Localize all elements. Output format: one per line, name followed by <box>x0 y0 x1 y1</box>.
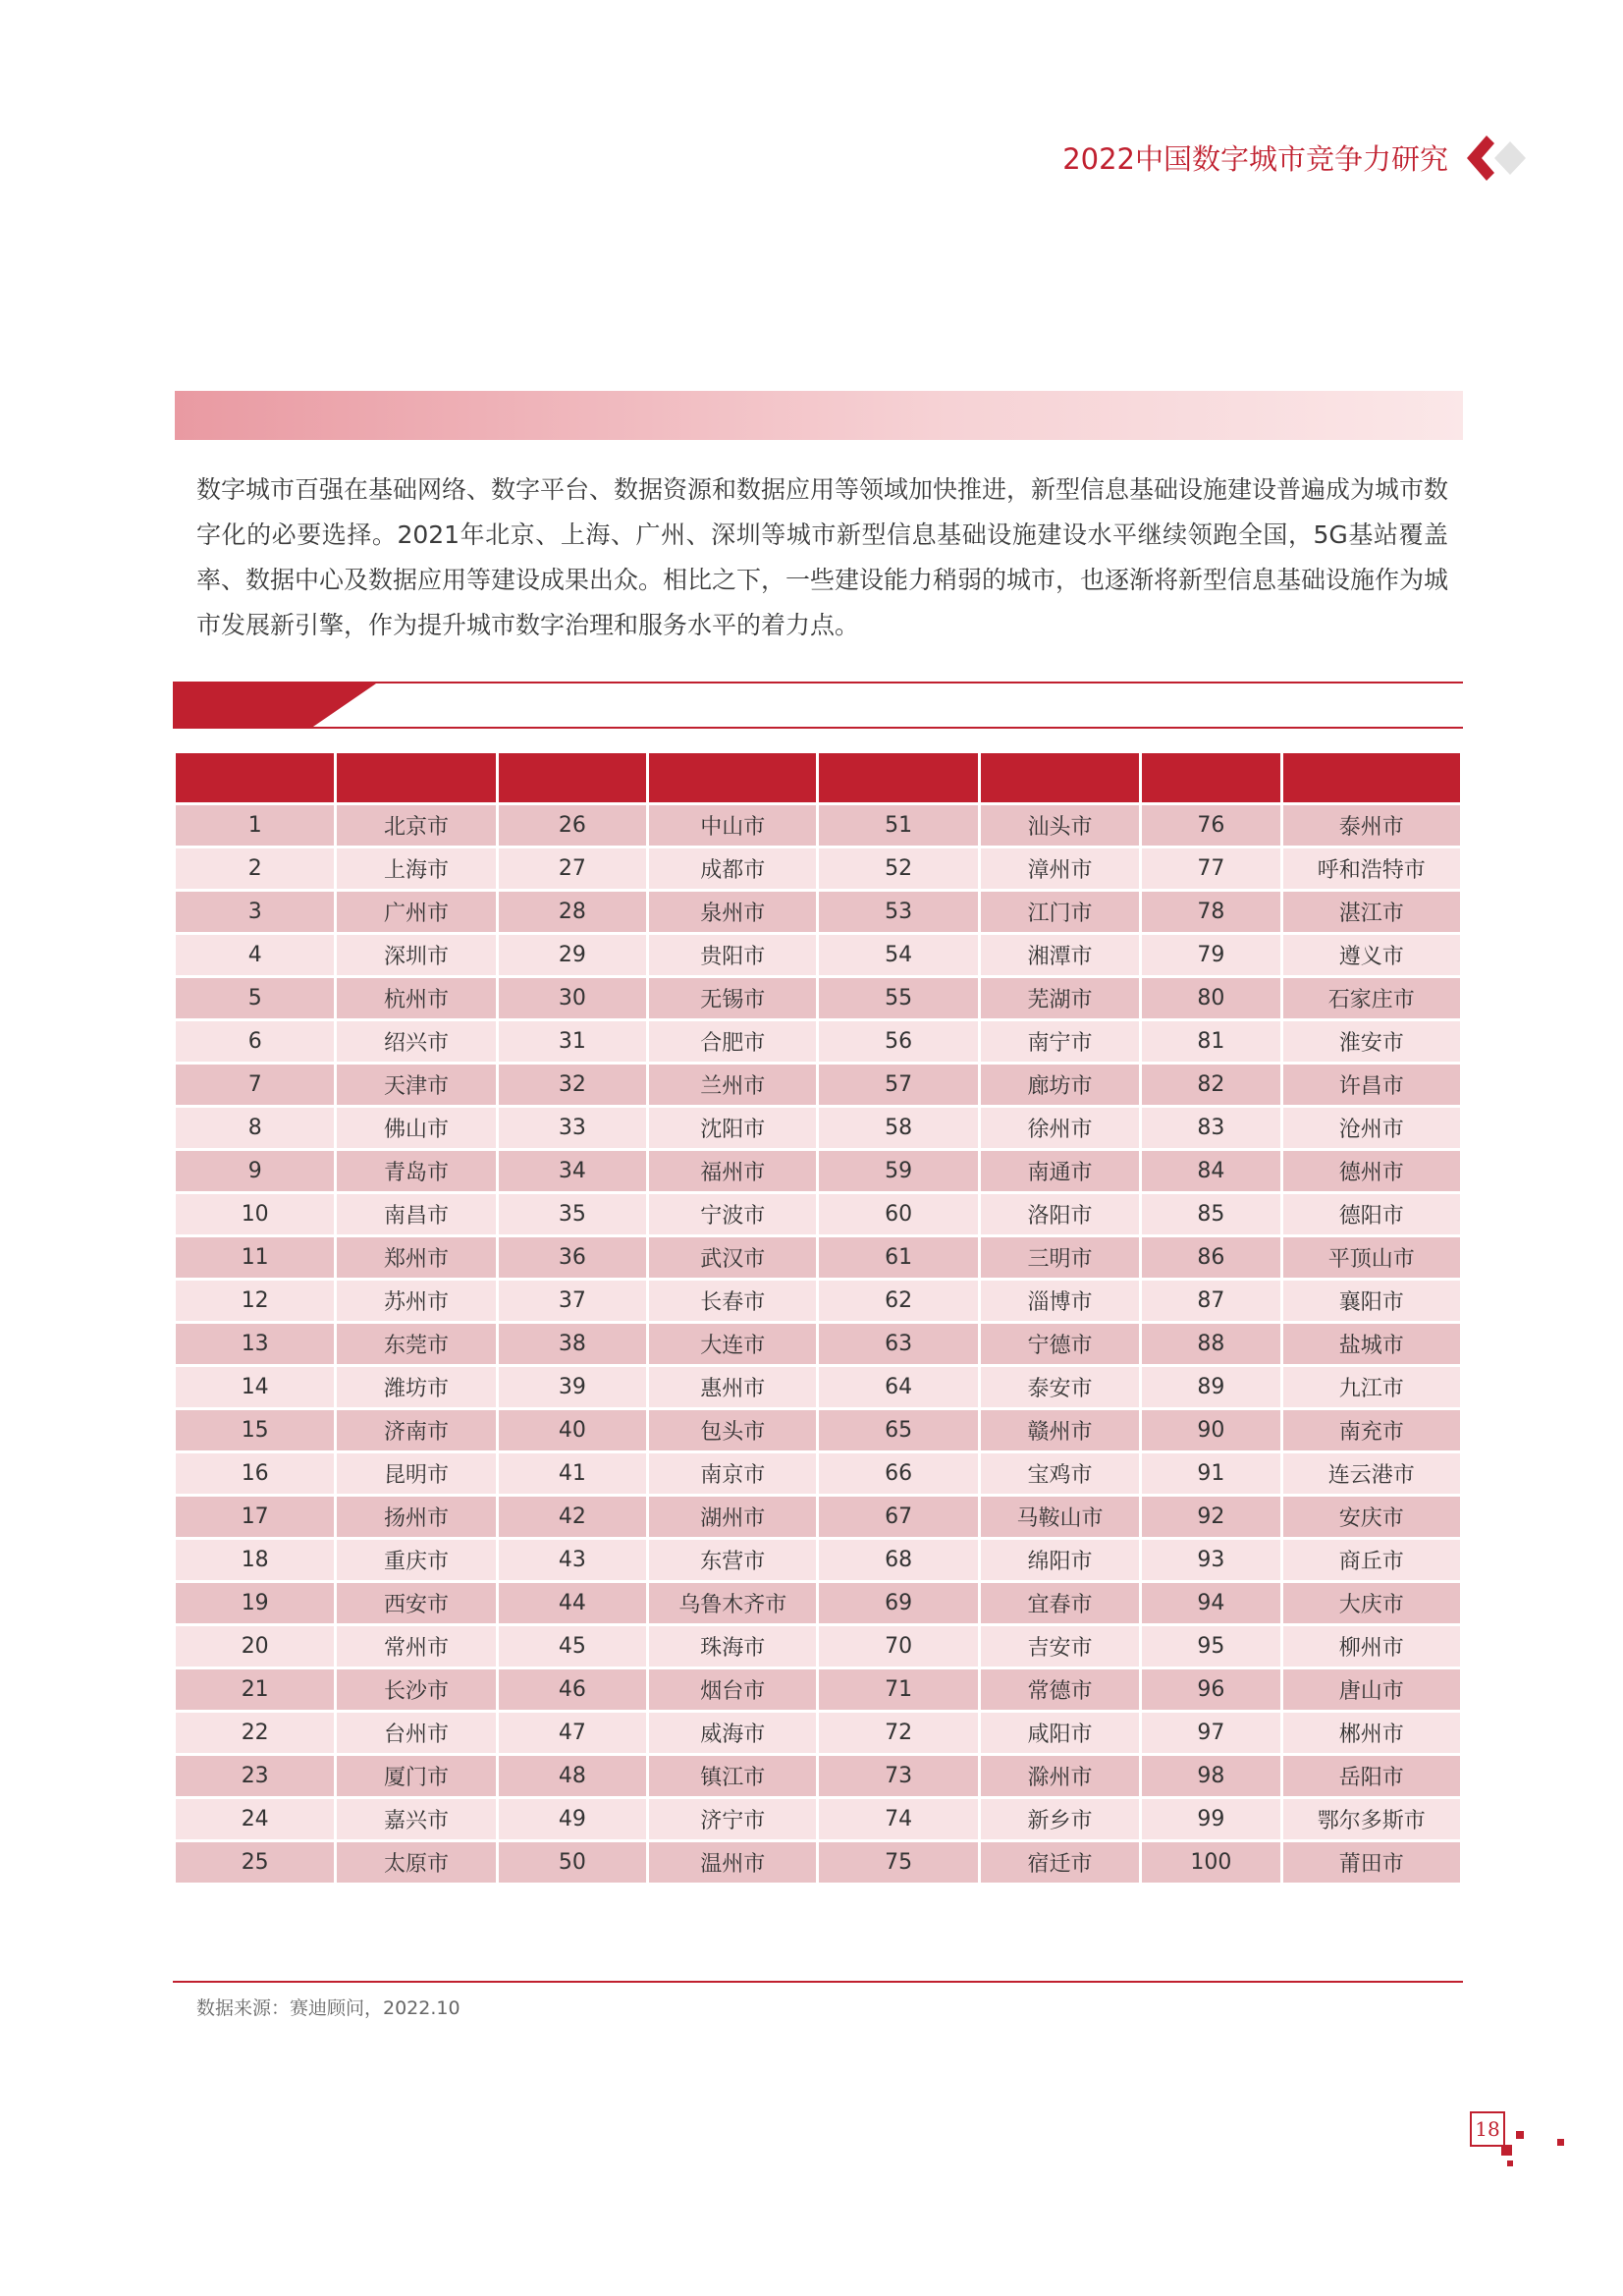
city-cell: 淄博市 <box>981 1281 1139 1321</box>
rank-cell: 33 <box>499 1108 646 1148</box>
city-cell: 襄阳市 <box>1283 1281 1460 1321</box>
city-cell: 南宁市 <box>981 1021 1139 1062</box>
rank-cell: 72 <box>819 1713 977 1753</box>
rank-cell: 27 <box>499 848 646 889</box>
city-cell: 湖州市 <box>649 1497 816 1537</box>
table-bottom-rule <box>173 1981 1463 1983</box>
rank-cell: 23 <box>176 1756 334 1796</box>
rank-cell: 18 <box>176 1540 334 1580</box>
rank-cell: 45 <box>499 1626 646 1667</box>
rank-cell: 5 <box>176 978 334 1018</box>
city-cell: 新乡市 <box>981 1799 1139 1839</box>
table-row <box>176 1626 1460 1667</box>
city-cell: 无锡市 <box>649 978 816 1018</box>
rank-cell: 52 <box>819 848 977 889</box>
rank-cell: 77 <box>1142 848 1279 889</box>
city-cell: 北京市 <box>337 805 495 846</box>
rank-cell: 70 <box>819 1626 977 1667</box>
city-cell: 泰安市 <box>981 1367 1139 1407</box>
rank-cell: 76 <box>1142 805 1279 846</box>
table-row <box>176 1367 1460 1407</box>
rank-cell: 8 <box>176 1108 334 1148</box>
city-cell: 德阳市 <box>1283 1194 1460 1234</box>
rank-cell: 47 <box>499 1713 646 1753</box>
table-row <box>176 1540 1460 1580</box>
city-cell: 大庆市 <box>1283 1583 1460 1623</box>
rank-cell: 62 <box>819 1281 977 1321</box>
intro-paragraph: 数字城市百强在基础网络、数字平台、数据资源和数据应用等领域加快推进，新型信息基础设施建设普遍成为城市数字化的必要选择。2021年北京、上海、广州、深圳等城市新型信息基础设施建设水平继续领跑全国，5G基站覆盖率、数据中心及数据应用等建设成果出众。相比之下，一些建设能力稍弱的城市，也逐渐将新型信息基础设施作为城市发展新引擎，作为提升城市数字治理和服务水平的着力点。 <box>196 475 1449 639</box>
city-cell: 昆明市 <box>337 1453 495 1494</box>
rank-cell: 74 <box>819 1799 977 1839</box>
rank-cell: 94 <box>1142 1583 1279 1623</box>
city-cell: 合肥市 <box>649 1021 816 1062</box>
city-cell: 淮安市 <box>1283 1021 1460 1062</box>
page-number: 18 <box>1470 2111 1505 2147</box>
decor-square-icon <box>1557 2139 1564 2146</box>
data-source-note: 数据来源：赛迪顾问，2022.10 <box>196 1997 460 2019</box>
city-ranking-table <box>173 750 1463 1886</box>
rank-cell: 30 <box>499 978 646 1018</box>
rank-cell: 58 <box>819 1108 977 1148</box>
city-cell: 芜湖市 <box>981 978 1139 1018</box>
header-cell <box>649 753 816 802</box>
city-cell: 青岛市 <box>337 1151 495 1191</box>
rank-cell: 68 <box>819 1540 977 1580</box>
rank-cell: 65 <box>819 1410 977 1450</box>
city-cell: 嘉兴市 <box>337 1799 495 1839</box>
decor-square-icon <box>1516 2131 1524 2139</box>
rank-cell: 6 <box>176 1021 334 1062</box>
rank-cell: 34 <box>499 1151 646 1191</box>
city-cell: 徐州市 <box>981 1108 1139 1148</box>
rank-cell: 82 <box>1142 1065 1279 1105</box>
city-cell: 惠州市 <box>649 1367 816 1407</box>
rank-cell: 42 <box>499 1497 646 1537</box>
city-cell: 乌鲁木齐市 <box>649 1583 816 1623</box>
city-cell: 南京市 <box>649 1453 816 1494</box>
city-cell: 宁德市 <box>981 1324 1139 1364</box>
city-cell: 苏州市 <box>337 1281 495 1321</box>
city-cell: 天津市 <box>337 1065 495 1105</box>
table-row <box>176 1713 1460 1753</box>
rank-cell: 96 <box>1142 1669 1279 1710</box>
city-cell: 杭州市 <box>337 978 495 1018</box>
city-cell: 赣州市 <box>981 1410 1139 1450</box>
table-row <box>176 1194 1460 1234</box>
rank-cell: 25 <box>176 1842 334 1883</box>
city-cell: 莆田市 <box>1283 1842 1460 1883</box>
city-cell: 威海市 <box>649 1713 816 1753</box>
table-row <box>176 1453 1460 1494</box>
city-cell: 郑州市 <box>337 1237 495 1278</box>
city-cell: 石家庄市 <box>1283 978 1460 1018</box>
city-cell: 武汉市 <box>649 1237 816 1278</box>
city-cell: 上海市 <box>337 848 495 889</box>
rank-cell: 19 <box>176 1583 334 1623</box>
city-cell: 宁波市 <box>649 1194 816 1234</box>
header-cell <box>819 753 977 802</box>
city-cell: 东莞市 <box>337 1324 495 1364</box>
rank-cell: 100 <box>1142 1842 1279 1883</box>
table-row <box>176 978 1460 1018</box>
rank-cell: 31 <box>499 1021 646 1062</box>
rank-cell: 32 <box>499 1065 646 1105</box>
city-cell: 盐城市 <box>1283 1324 1460 1364</box>
header-cell <box>499 753 646 802</box>
rank-cell: 66 <box>819 1453 977 1494</box>
city-cell: 兰州市 <box>649 1065 816 1105</box>
table-row <box>176 1410 1460 1450</box>
table-row <box>176 1151 1460 1191</box>
city-cell: 沈阳市 <box>649 1108 816 1148</box>
rank-cell: 44 <box>499 1583 646 1623</box>
city-cell: 南昌市 <box>337 1194 495 1234</box>
table-row <box>176 1756 1460 1796</box>
rank-cell: 88 <box>1142 1324 1279 1364</box>
city-cell: 烟台市 <box>649 1669 816 1710</box>
rank-cell: 80 <box>1142 978 1279 1018</box>
rank-cell: 2 <box>176 848 334 889</box>
city-cell: 江门市 <box>981 892 1139 932</box>
city-cell: 长春市 <box>649 1281 816 1321</box>
rank-cell: 51 <box>819 805 977 846</box>
city-cell: 漳州市 <box>981 848 1139 889</box>
city-cell: 南充市 <box>1283 1410 1460 1450</box>
rank-cell: 99 <box>1142 1799 1279 1839</box>
rank-cell: 37 <box>499 1281 646 1321</box>
rank-cell: 21 <box>176 1669 334 1710</box>
table-row <box>176 892 1460 932</box>
rank-cell: 56 <box>819 1021 977 1062</box>
city-cell: 贵阳市 <box>649 935 816 975</box>
city-cell: 汕头市 <box>981 805 1139 846</box>
rank-cell: 48 <box>499 1756 646 1796</box>
city-cell: 大连市 <box>649 1324 816 1364</box>
city-cell: 常州市 <box>337 1626 495 1667</box>
city-cell: 滁州市 <box>981 1756 1139 1796</box>
rank-cell: 24 <box>176 1799 334 1839</box>
rank-cell: 63 <box>819 1324 977 1364</box>
rank-cell: 83 <box>1142 1108 1279 1148</box>
rank-cell: 43 <box>499 1540 646 1580</box>
city-cell: 济宁市 <box>649 1799 816 1839</box>
city-cell: 包头市 <box>649 1410 816 1450</box>
rank-cell: 67 <box>819 1497 977 1537</box>
city-cell: 呼和浩特市 <box>1283 848 1460 889</box>
rank-cell: 64 <box>819 1367 977 1407</box>
rank-cell: 54 <box>819 935 977 975</box>
rank-cell: 69 <box>819 1583 977 1623</box>
header-cell <box>337 753 495 802</box>
header-cell <box>176 753 334 802</box>
city-cell: 沧州市 <box>1283 1108 1460 1148</box>
header-cell <box>1142 753 1279 802</box>
city-cell: 许昌市 <box>1283 1065 1460 1105</box>
city-cell: 福州市 <box>649 1151 816 1191</box>
city-cell: 济南市 <box>337 1410 495 1450</box>
table-row <box>176 1799 1460 1839</box>
rank-cell: 10 <box>176 1194 334 1234</box>
rank-cell: 29 <box>499 935 646 975</box>
table-body <box>176 805 1460 1883</box>
rank-cell: 84 <box>1142 1151 1279 1191</box>
city-cell: 马鞍山市 <box>981 1497 1139 1537</box>
rank-cell: 39 <box>499 1367 646 1407</box>
city-cell: 镇江市 <box>649 1756 816 1796</box>
rank-cell: 15 <box>176 1410 334 1450</box>
table-row <box>176 1281 1460 1321</box>
rank-cell: 16 <box>176 1453 334 1494</box>
city-cell: 湛江市 <box>1283 892 1460 932</box>
table-row <box>176 1237 1460 1278</box>
city-cell: 台州市 <box>337 1713 495 1753</box>
diamond-logo-icon <box>1463 132 1542 185</box>
table-row <box>176 1021 1460 1062</box>
city-cell: 太原市 <box>337 1842 495 1883</box>
city-cell: 连云港市 <box>1283 1453 1460 1494</box>
rank-cell: 97 <box>1142 1713 1279 1753</box>
header-cell <box>1283 753 1460 802</box>
rank-cell: 89 <box>1142 1367 1279 1407</box>
table-row <box>176 1065 1460 1105</box>
section-title-band <box>175 391 1463 440</box>
city-cell: 成都市 <box>649 848 816 889</box>
rank-cell: 1 <box>176 805 334 846</box>
rank-cell: 75 <box>819 1842 977 1883</box>
city-cell: 鄂尔多斯市 <box>1283 1799 1460 1839</box>
rank-cell: 28 <box>499 892 646 932</box>
city-cell: 宿迁市 <box>981 1842 1139 1883</box>
rank-cell: 60 <box>819 1194 977 1234</box>
rank-cell: 85 <box>1142 1194 1279 1234</box>
table-header-row <box>176 753 1460 802</box>
table-row <box>176 1108 1460 1148</box>
rank-cell: 13 <box>176 1324 334 1364</box>
city-cell: 温州市 <box>649 1842 816 1883</box>
city-cell: 安庆市 <box>1283 1497 1460 1537</box>
decor-square-icon <box>1501 2145 1512 2156</box>
city-cell: 商丘市 <box>1283 1540 1460 1580</box>
city-cell: 西安市 <box>337 1583 495 1623</box>
rank-cell: 91 <box>1142 1453 1279 1494</box>
city-cell: 绵阳市 <box>981 1540 1139 1580</box>
table-row <box>176 1583 1460 1623</box>
city-cell: 平顶山市 <box>1283 1237 1460 1278</box>
city-cell: 泉州市 <box>649 892 816 932</box>
rank-cell: 17 <box>176 1497 334 1537</box>
city-cell: 廊坊市 <box>981 1065 1139 1105</box>
city-cell: 郴州市 <box>1283 1713 1460 1753</box>
rank-cell: 20 <box>176 1626 334 1667</box>
table-row <box>176 1842 1460 1883</box>
city-cell: 广州市 <box>337 892 495 932</box>
city-cell: 绍兴市 <box>337 1021 495 1062</box>
city-cell: 德州市 <box>1283 1151 1460 1191</box>
rank-cell: 71 <box>819 1669 977 1710</box>
rank-cell: 90 <box>1142 1410 1279 1450</box>
table-title-banner <box>173 682 1463 729</box>
rank-cell: 93 <box>1142 1540 1279 1580</box>
rank-cell: 61 <box>819 1237 977 1278</box>
rank-cell: 11 <box>176 1237 334 1278</box>
rank-cell: 55 <box>819 978 977 1018</box>
city-cell: 九江市 <box>1283 1367 1460 1407</box>
city-cell: 柳州市 <box>1283 1626 1460 1667</box>
rank-cell: 81 <box>1142 1021 1279 1062</box>
city-cell: 三明市 <box>981 1237 1139 1278</box>
rank-cell: 36 <box>499 1237 646 1278</box>
rank-cell: 35 <box>499 1194 646 1234</box>
city-cell: 宝鸡市 <box>981 1453 1139 1494</box>
city-cell: 重庆市 <box>337 1540 495 1580</box>
rank-cell: 14 <box>176 1367 334 1407</box>
table-row <box>176 1669 1460 1710</box>
city-cell: 扬州市 <box>337 1497 495 1537</box>
city-cell: 潍坊市 <box>337 1367 495 1407</box>
rank-cell: 38 <box>499 1324 646 1364</box>
city-cell: 中山市 <box>649 805 816 846</box>
city-cell: 咸阳市 <box>981 1713 1139 1753</box>
city-cell: 厦门市 <box>337 1756 495 1796</box>
report-title: 2022中国数字城市竞争力研究 <box>1062 142 1448 176</box>
rank-cell: 73 <box>819 1756 977 1796</box>
rank-cell: 9 <box>176 1151 334 1191</box>
rank-cell: 79 <box>1142 935 1279 975</box>
city-cell: 常德市 <box>981 1669 1139 1710</box>
city-cell: 湘潭市 <box>981 935 1139 975</box>
city-cell: 唐山市 <box>1283 1669 1460 1710</box>
table-row <box>176 935 1460 975</box>
city-cell: 宜春市 <box>981 1583 1139 1623</box>
city-cell: 遵义市 <box>1283 935 1460 975</box>
header-cell <box>981 753 1139 802</box>
rank-cell: 78 <box>1142 892 1279 932</box>
table-row <box>176 848 1460 889</box>
decor-square-icon <box>1507 2160 1513 2166</box>
rank-cell: 53 <box>819 892 977 932</box>
rank-cell: 4 <box>176 935 334 975</box>
city-cell: 东营市 <box>649 1540 816 1580</box>
rank-cell: 57 <box>819 1065 977 1105</box>
table-row <box>176 805 1460 846</box>
table-row <box>176 1497 1460 1537</box>
city-cell: 岳阳市 <box>1283 1756 1460 1796</box>
rank-cell: 50 <box>499 1842 646 1883</box>
city-cell: 洛阳市 <box>981 1194 1139 1234</box>
rank-cell: 3 <box>176 892 334 932</box>
rank-cell: 92 <box>1142 1497 1279 1537</box>
rank-cell: 98 <box>1142 1756 1279 1796</box>
rank-cell: 26 <box>499 805 646 846</box>
city-cell: 佛山市 <box>337 1108 495 1148</box>
rank-cell: 12 <box>176 1281 334 1321</box>
rank-cell: 46 <box>499 1669 646 1710</box>
rank-cell: 22 <box>176 1713 334 1753</box>
rank-cell: 7 <box>176 1065 334 1105</box>
rank-cell: 41 <box>499 1453 646 1494</box>
table-row <box>176 1324 1460 1364</box>
city-cell: 深圳市 <box>337 935 495 975</box>
city-cell: 长沙市 <box>337 1669 495 1710</box>
city-cell: 吉安市 <box>981 1626 1139 1667</box>
city-cell: 珠海市 <box>649 1626 816 1667</box>
rank-cell: 95 <box>1142 1626 1279 1667</box>
rank-cell: 40 <box>499 1410 646 1450</box>
city-cell: 南通市 <box>981 1151 1139 1191</box>
rank-cell: 86 <box>1142 1237 1279 1278</box>
city-cell: 泰州市 <box>1283 805 1460 846</box>
rank-cell: 49 <box>499 1799 646 1839</box>
rank-cell: 87 <box>1142 1281 1279 1321</box>
rank-cell: 59 <box>819 1151 977 1191</box>
